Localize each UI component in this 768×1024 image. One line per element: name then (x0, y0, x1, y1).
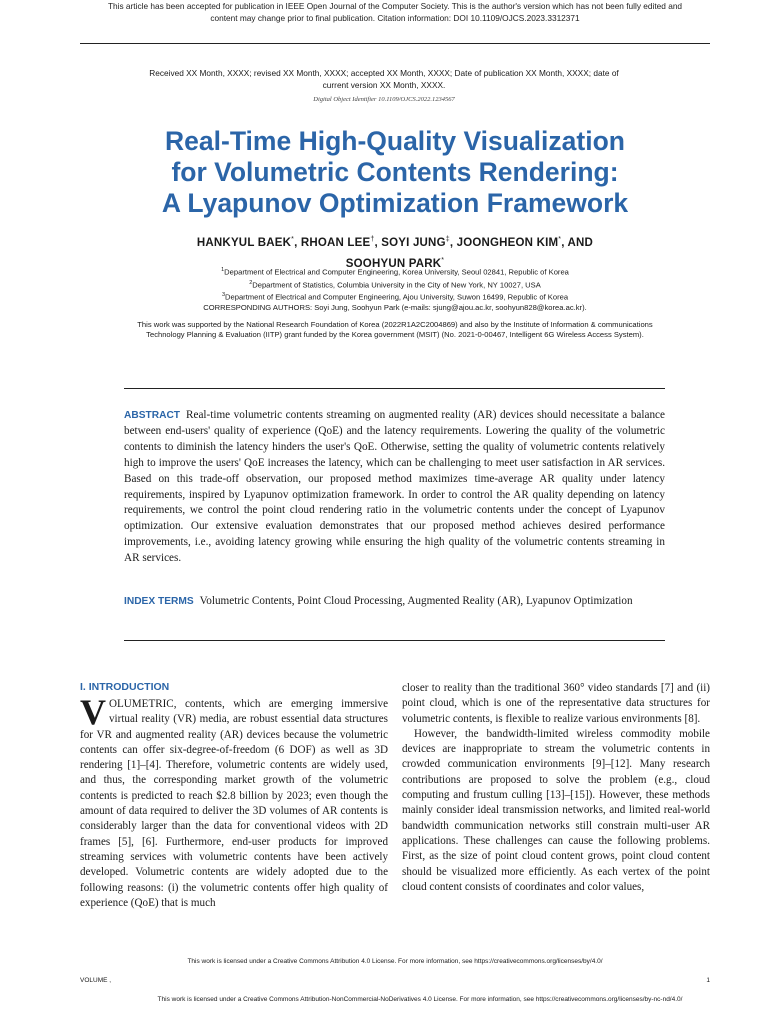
footer-license: This work is licensed under a Creative Commons Attribution 4.0 License. For more information, see https://creativecommons.org/licenses/by/4.0/ (187, 958, 603, 965)
drop-cap: V (80, 692, 106, 732)
title-line-1: Real-Time High-Quality Visualization (165, 126, 625, 156)
affiliation: $^2$Department of Statistics, Columbia University in the City of New York, NY 10027, USA (249, 279, 541, 290)
received-dates-line-2: current version XX Month, XXXX. (322, 80, 446, 90)
intro-paragraph: closer to reality than the traditional 360° video standards [7] and (ii) point cloud, which is one of the representative data structures for volumetric contents, is flexible to realize various environments [8]. (402, 682, 710, 725)
author-mark: ‡ (445, 236, 450, 243)
received-dates (120, 67, 648, 91)
bottom-license-notice: This work is licensed under a Creative Commons Attribution-NonCommercial-NoDerivatives 4.0 License. For more information, see https://creativecommons.org/licenses/by-nc-nd/4.0/ (157, 996, 683, 1003)
paper-title (80, 126, 710, 219)
affiliation: $^1$Department of Electrical and Computer Engineering, Korea University, Seoul 02841, Republic of Korea (221, 267, 569, 277)
author-separator: , (294, 236, 301, 249)
author-mark: * (291, 236, 295, 243)
index-terms-text: Volumetric Contents, Point Cloud Processing, Augmented Reality (AR), Lyapunov Optimization (199, 595, 633, 607)
page-number: 1 (706, 977, 710, 984)
abstract-text: Real-time volumetric contents streaming on augmented reality (AR) devices should necessitate a balance between end-users' quality of experience (QoE) and the latency requirements. Lowering the quality of the volumetric contents to diminish the latency hinders the user's QoE. Otherwise, setting the quality of volumetric contents relatively high to improve the users' QoE increases the latency, which can be challenging to meet user satisfaction in AR services. Based on this trade-off observation, our proposed method maximizes time-average AR quality under latency requirements, inspired by Lyapunov optimization framework. In order to control the AR quality depending on latency requirements, we control the point cloud rendering ratio in the volumetric contents under the concept of Lyapunov optimization. Our extensive evaluation demonstrates that our proposed method achieves desired performance improvements, i.e., avoiding latency growing while ensuring the high quality of the volumetric contents streaming in AR services. (124, 409, 665, 565)
author-name: SOYI JUNG (381, 236, 446, 249)
index-terms (124, 594, 665, 610)
section-heading-introduction: I. INTRODUCTION (80, 681, 170, 693)
title-line-3: A Lyapunov Optimization Framework (161, 188, 629, 218)
volume-label: VOLUME , (80, 977, 112, 984)
publication-notice (80, 0, 710, 24)
abstract-top-rule (124, 388, 665, 389)
intro-paragraph: However, the bandwidth-limited wireless commodity mobile devices are inappropriate to stream the volumetric contents in crowded communication environments [9]–[12]. Many research contributions are proposed to solve the problem (e.g., cloud computing and frustum culling [13]–[15]). However, these methods mainly consider ideal transmission networks, and limited real-world bandwidth communication networks still constrain multi-user AR applications. These challenges can cause the following problems. First, as the size of point cloud content grows, point cloud content should be visualized more efficiently. As each vertex of the point cloud content consists of coordinates and color values, (402, 727, 710, 893)
abstract-label: ABSTRACT (124, 410, 181, 421)
body-column-right (402, 681, 710, 895)
author-mark: † (370, 236, 375, 243)
abstract-bottom-rule (124, 640, 665, 641)
title-line-2: for Volumetric Contents Rendering: (171, 157, 619, 187)
author-name: HANKYUL BAEK (196, 236, 292, 249)
author-mark: * (558, 236, 562, 243)
header-divider (80, 43, 710, 44)
doi-line: Digital Object Identifier 10.1109/OJCS.2022.1234567 (313, 96, 455, 103)
author-separator: , (449, 236, 457, 249)
author-name: RHOAN LEE (300, 236, 371, 249)
author-mark: * (441, 256, 445, 264)
funding-statement: This work was supported by the National Research Foundation of Korea (2022R1A2C2004869) and also by the Institute of Information & communications Technology Planning & Evaluation (IITP) grant funded by the Korea government (MSIT) (No. 2021-0-00467, Intelligent 6G Wireless Access System). (137, 320, 653, 339)
corresponding-authors: CORRESPONDING AUTHORS: Soyi Jung, Soohyun Park (e-mails: sjung@ajou.ac.kr, soohyun828@korea.ac.kr). (203, 303, 587, 312)
publication-notice-line-2: content may change prior to final publication. Citation information: DOI 10.1109/OJCS.2023.3312371 (210, 13, 580, 23)
affiliations (100, 265, 690, 303)
author-name: JOONGHEON KIM (456, 236, 559, 249)
received-dates-line-1: Received XX Month, XXXX; revised XX Month, XXXX; accepted XX Month, XXXX; Date of publication XX Month, XXXX; date of (149, 68, 619, 78)
author-name: SOOHYUN PARK (345, 257, 442, 270)
affiliation: $^3$Department of Electrical and Computer Engineering, Ajou University, Suwon 16499, Republic of Korea (221, 292, 569, 302)
body-column-left (80, 692, 388, 911)
intro-paragraph: VOLUMETRIC, contents, which are emerging immersive virtual reality (VR) media, are robust essential data structures for VR and augmented reality (AR) devices because the volumetric contents can offer six-degree-of-freedom (6 DOF) as well as 3D rendering [1]–[4]. Therefore, volumetric contents are widely used, and thus, the corresponding market growth of the volumetric contents is predicted to reach $2.8 billion by 2023; even though the amount of data required to deliver the 3D volumes of AR contents is considerably larger than the data for conventional videos with 2D frames [5], [6]. Furthermore, end-user products for improved streaming services with volumetric contents have been actively developed. Volumetric contents are widely adopted due to the following reasons: (i) the volumetric contents offer high quality of experience (QoE) that is much (80, 692, 388, 909)
author-separator: , (374, 236, 382, 249)
author-separator: , AND (561, 236, 594, 249)
publication-notice-line-1: This article has been accepted for publication in IEEE Open Journal of the Computer Society. This is the author's version which has not been fully edited and (107, 1, 683, 11)
abstract (124, 408, 665, 567)
index-terms-label: INDEX TERMS (124, 596, 194, 607)
